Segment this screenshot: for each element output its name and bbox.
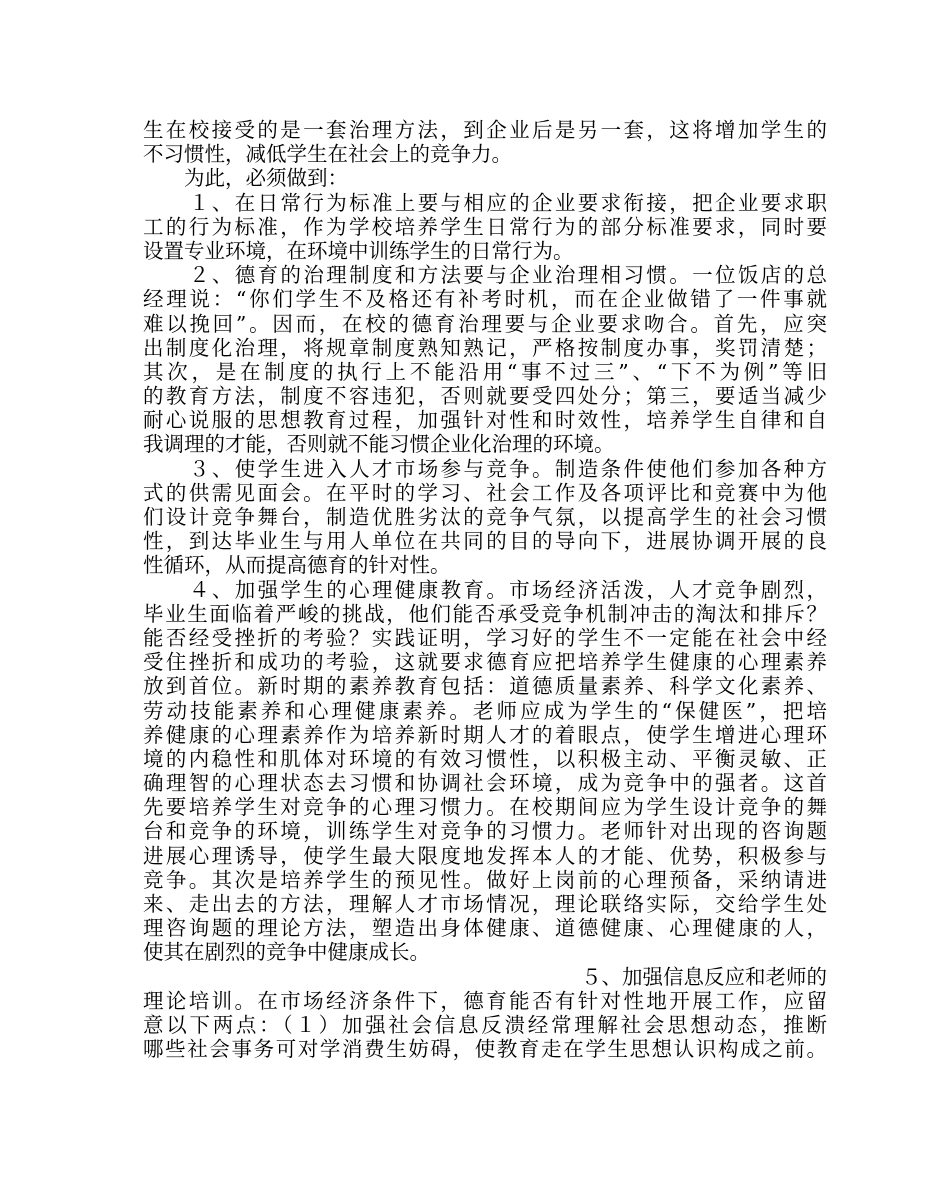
text-line: 意以下两点：（１）加强社会信息反溃经常理解社会思想动态，推断 xyxy=(143,1012,827,1037)
text-line: 养健康的心理素养作为培养新时期人才的着眼点，使学生增进心理环 xyxy=(143,722,827,747)
text-line: 难以挽回”。因而，在校的德育治理要与企业要求吻合。首先，应突 xyxy=(143,311,827,336)
text-line: 先要培养学生对竞争的心理习惯力。在校期间应为学生设计竞争的舞 xyxy=(143,795,827,820)
text-line: 理咨询题的理论方法，塑造出身体健康、道德健康、心理健康的人， xyxy=(143,916,827,941)
text-line: 毕业生面临着严峻的挑战，他们能否承受竞争机制冲击的淘汰和排斥？ xyxy=(143,601,827,626)
text-line: ５、加强信息反应和老师的 xyxy=(581,964,827,989)
text-line: 放到首位。新时期的素养教育包括：道德质量素养、科学文化素养、 xyxy=(143,674,827,699)
text-line: 经理说：“你们学生不及格还有补考时机，而在企业做错了一件事就 xyxy=(143,287,827,312)
text-line: 境的内稳性和肌体对环境的有效习惯性，以积极主动、平衡灵敏、正 xyxy=(143,746,827,771)
text-line: １、在日常行为标准上要与相应的企业要求衔接，把企业要求职 xyxy=(189,190,827,215)
text-line: 出制度化治理，将规章制度熟知熟记，严格按制度办事，奖罚清楚； xyxy=(143,335,827,360)
text-line: 进展心理诱导，使学生最大限度地发挥本人的才能、优势，积极参与 xyxy=(143,843,827,868)
text-line: 劳动技能素养和心理健康素养。老师应成为学生的“保健医”，把培 xyxy=(143,698,827,723)
text-line: 性，到达毕业生与用人单位在共同的目的导向下，进展协调开展的良 xyxy=(143,529,827,554)
text-line: 式的供需见面会。在平时的学习、社会工作及各项评比和竞赛中为他 xyxy=(143,480,827,505)
text-line: 确理智的心理状态去习惯和协调社会环境，成为竞争中的强者。这首 xyxy=(143,771,827,796)
text-line: 为此，必须做到： xyxy=(184,166,348,191)
text-line: 能否经受挫折的考验？实践证明，学习好的学生不一定能在社会中经 xyxy=(143,625,827,650)
text-line: 来、走出去的方法，理解人才市场情况，理论联络实际，交给学生处 xyxy=(143,892,827,916)
text-line: 我调理的才能，否则就不能习惯企业化治理的环境。 xyxy=(143,432,615,457)
text-line: 台和竞争的环境，训练学生对竞争的习惯力。老师针对出现的咨询题 xyxy=(143,819,827,844)
text-line: 设置专业环境，在环境中训练学生的日常行为。 xyxy=(143,238,574,263)
text-line: 理论培训。在市场经济条件下，德育能否有针对性地开展工作，应留 xyxy=(143,988,827,1013)
text-line: 受住挫折和成功的考验，这就要求德育应把培养学生健康的心理素养 xyxy=(143,650,827,675)
text-line: 们设计竞争舞台，制造优胜劣汰的竞争气氛，以提高学生的社会习惯 xyxy=(143,505,827,529)
text-line: 的教育方法，制度不容违犯，否则就要受四处分；第三，要适当减少 xyxy=(143,384,827,409)
text-line: 耐心说服的思想教育过程，加强针对性和时效性，培养学生自律和自 xyxy=(143,408,827,433)
document-page xyxy=(143,118,827,1061)
text-line: 其次，是在制度的执行上不能沿用“事不过三”、“下不为例”等旧 xyxy=(143,359,827,384)
text-line: ３、使学生进入人才市场参与竞争。制造条件使他们参加各种方 xyxy=(189,456,827,481)
text-line: ２、德育的治理制度和方法要与企业治理相习惯。一位饭店的总 xyxy=(189,263,827,288)
text-line: 工的行为标准，作为学校培养学生日常行为的部分标准要求，同时要 xyxy=(143,214,827,239)
text-line: 使其在剧烈的竞争中健康成长。 xyxy=(143,940,430,965)
text-line: 性循环，从而提高德育的针对性。 xyxy=(143,553,451,578)
text-line: 不习惯性，减低学生在社会上的竞争力。 xyxy=(143,142,512,167)
text-line: 哪些社会事务可对学消费生妨碍，使教育走在学生思想认识构成之前。 xyxy=(143,1037,827,1062)
text-line: 生在校接受的是一套治理方法，到企业后是另一套，这将增加学生的 xyxy=(143,118,827,142)
text-line: 竞争。其次是培养学生的预见性。做好上岗前的心理预备，采纳请进 xyxy=(143,867,827,892)
text-line: ４、加强学生的心理健康教育。市场经济活泼，人才竞争剧烈， xyxy=(189,577,827,602)
